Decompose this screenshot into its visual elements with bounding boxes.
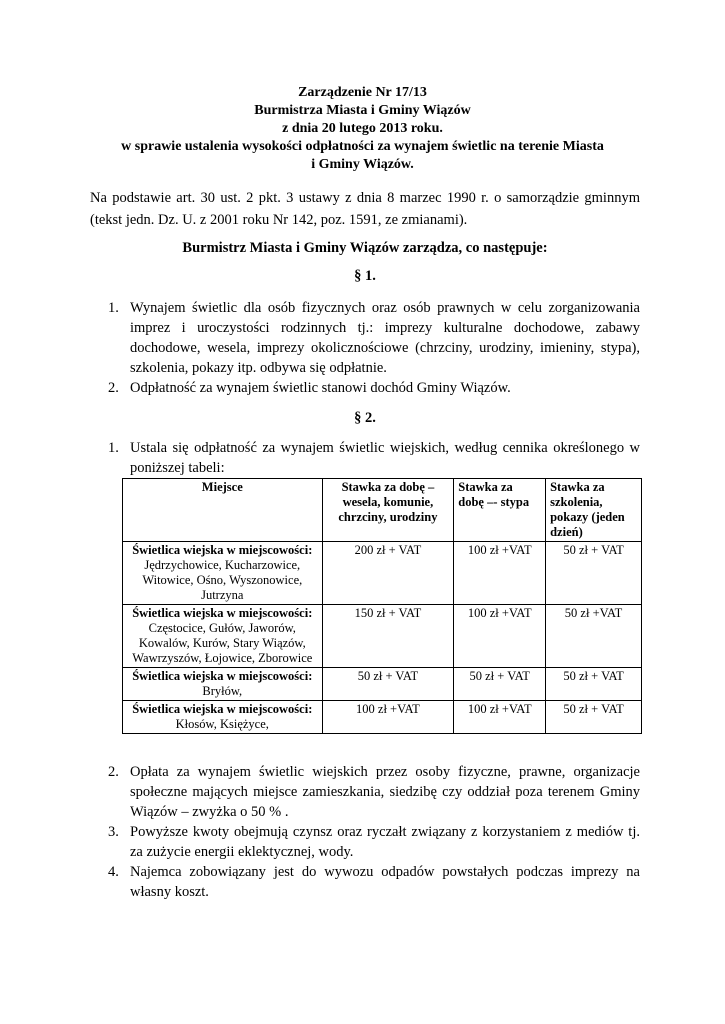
title-line-4: w sprawie ustalenia wysokości odpłatności za wynajem świetlic na terenie Miasta [121, 139, 604, 154]
place-label: Świetlica wiejska w miejscowości: [132, 669, 313, 683]
rate-cell: 100 zł +VAT [454, 542, 546, 605]
list-item [0, 822, 640, 862]
list-item [0, 298, 640, 378]
document-title [80, 84, 645, 174]
rate-cell: 50 zł + VAT [454, 668, 546, 701]
section-2-intro-list [0, 438, 640, 478]
list-item-text: Opłata za wynajem świetlic wiejskich przez osoby fizyczne, prawne, organizacje społeczne mających miejsce zamieszkania, siedzibę czy oddział poza terenem Gminy Wiązów – zwyżka o 50 % . [130, 764, 640, 820]
list-item-number: 1. [108, 300, 119, 316]
list-item-number: 2. [108, 764, 119, 780]
rate-cell: 50 zł + VAT [546, 542, 642, 605]
column-header-wake-rate: Stawka za dobę –- stypa [454, 479, 546, 542]
list-item-text: Powyższe kwoty obejmują czynsz oraz ryczałt związany z korzystaniem z mediów tj. za zużycie energii eklektycznej, wody. [130, 824, 640, 860]
rate-cell: 50 zł + VAT [546, 668, 642, 701]
rate-cell: 150 zł + VAT [322, 605, 454, 668]
section-2-list [0, 762, 640, 902]
price-table [122, 478, 642, 734]
list-item-text: Ustala się odpłatność za wynajem świetlic wiejskich, według cennika określonego w poniższej tabeli: [130, 440, 640, 476]
place-cell [123, 668, 323, 701]
place-label: Świetlica wiejska w miejscowości: [132, 702, 313, 716]
section-1-heading: § 1. [354, 268, 376, 284]
column-header-training-rate: Stawka za szkolenia, pokazy (jeden dzień) [546, 479, 642, 542]
place-cell [123, 542, 323, 605]
table-row [123, 605, 642, 668]
rate-cell: 50 zł + VAT [322, 668, 454, 701]
place-cell [123, 605, 323, 668]
rate-cell: 200 zł + VAT [322, 542, 454, 605]
list-item [0, 378, 640, 398]
column-header-place: Miejsce [123, 479, 323, 542]
list-item [0, 862, 640, 902]
table-row [123, 542, 642, 605]
place-label: Świetlica wiejska w miejscowości: [132, 543, 313, 557]
section-1-list [0, 298, 640, 398]
list-item [0, 438, 640, 478]
list-item-text: Odpłatność za wynajem świetlic stanowi dochód Gminy Wiązów. [130, 380, 511, 396]
place-label: Świetlica wiejska w miejscowości: [132, 606, 313, 620]
rate-cell: 100 zł +VAT [454, 701, 546, 734]
section-2-heading: § 2. [354, 410, 376, 426]
list-item-number: 3. [108, 824, 119, 840]
title-line-1: Zarządzenie Nr 17/13 [298, 85, 427, 100]
list-item-number: 1. [108, 440, 119, 456]
place-names: Kłosów, Księżyce, [175, 717, 269, 731]
list-item-number: 4. [108, 864, 119, 880]
place-names: Częstocice, Gułów, Jaworów, Kowalów, Kurów, Stary Wiązów, Wawrzyszów, Łojowice, Zborowice [132, 621, 313, 665]
list-item [0, 762, 640, 822]
place-cell [123, 701, 323, 734]
title-line-2: Burmistrza Miasta i Gminy Wiązów [254, 103, 471, 118]
title-line-3: z dnia 20 lutego 2013 roku. [282, 121, 443, 136]
table-header-row [123, 479, 642, 542]
rate-cell: 50 zł + VAT [546, 701, 642, 734]
list-item-text: Najemca zobowiązany jest do wywozu odpadów powstałych podczas imprezy na własny koszt. [130, 864, 640, 900]
table-row [123, 668, 642, 701]
rate-cell: 50 zł +VAT [546, 605, 642, 668]
column-header-wedding-rate: Stawka za dobę – wesela, komunie, chrzciny, urodziny [322, 479, 454, 542]
table-row [123, 701, 642, 734]
list-item-number: 2. [108, 380, 119, 396]
list-item-text: Wynajem świetlic dla osób fizycznych oraz osób prawnych w celu zorganizowania imprez i uroczystości rodzinnych tj.: imprezy kulturalne dochodowe, zabawy dochodowe, wesela, imprezy okolicznościowe (chrzciny, urodziny, imieniny, stypa), szkolenia, pokazy itp. odbywa się odpłatnie. [130, 300, 640, 376]
decree-statement: Burmistrz Miasta i Gminy Wiązów zarządza, co następuje: [182, 240, 548, 256]
legal-basis: Na podstawie art. 30 ust. 2 pkt. 3 ustawy z dnia 8 marzec 1990 r. o samorządzie gminnym (tekst jedn. Dz. U. z 2001 roku Nr 142, poz. 1591, ze zmianami). [90, 190, 640, 228]
rate-cell: 100 zł +VAT [454, 605, 546, 668]
title-line-5: i Gminy Wiązów. [311, 157, 414, 172]
rate-cell: 100 zł +VAT [322, 701, 454, 734]
place-names: Bryłów, [202, 684, 243, 698]
place-names: Jędrzychowice, Kucharzowice, Witowice, Ośno, Wyszonowice, Jutrzyna [142, 558, 303, 602]
